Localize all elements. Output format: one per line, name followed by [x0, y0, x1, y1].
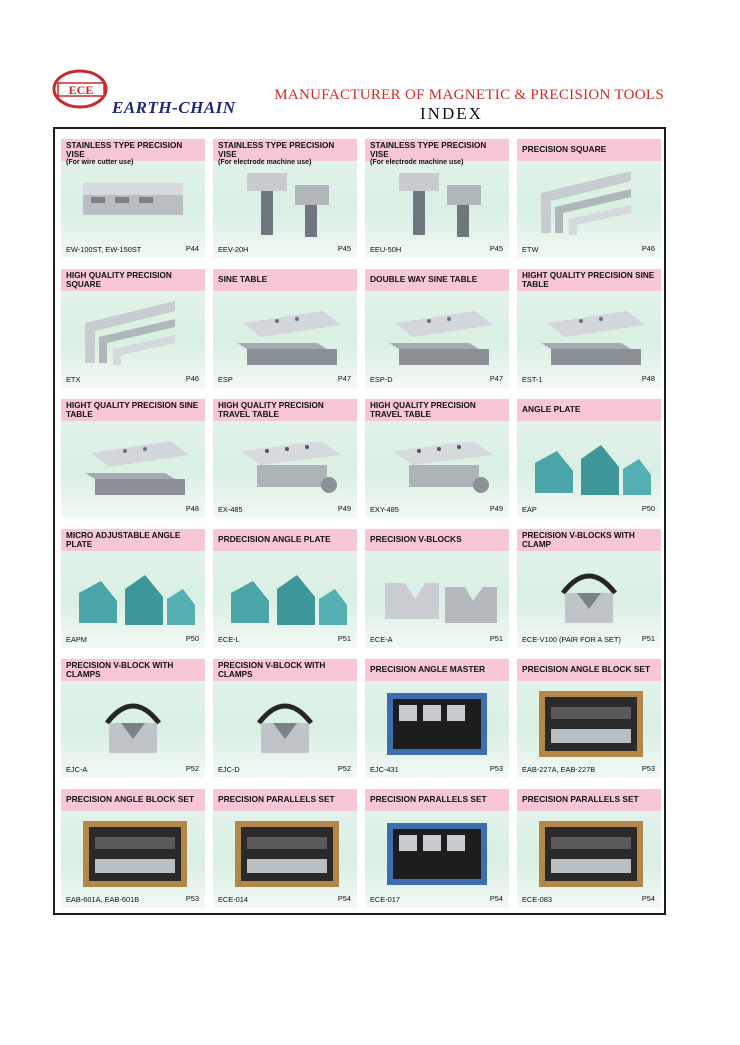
wood-case-icon	[217, 813, 353, 891]
product-code: ECE-L	[218, 635, 240, 644]
product-title	[517, 529, 661, 551]
square-icon	[521, 163, 657, 241]
page-number: P51	[337, 634, 351, 643]
page-number: P53	[489, 764, 503, 773]
page-number: P51	[641, 634, 655, 643]
product-title	[365, 789, 509, 811]
product-card	[517, 659, 661, 778]
travel-table-icon	[217, 423, 353, 501]
product-title	[61, 789, 205, 811]
case-set-icon	[369, 683, 505, 761]
product-subtitle: (For wire cutter use)	[66, 159, 134, 167]
wood-case-icon	[521, 813, 657, 891]
product-index-frame	[53, 127, 666, 915]
product-card	[61, 139, 205, 258]
product-card	[517, 399, 661, 518]
product-title	[365, 139, 509, 167]
page-number: P45	[337, 244, 351, 253]
product-title-text: HIGHT QUALITY PRECISION SINE TABLE	[66, 401, 199, 419]
svg-text:ECE: ECE	[68, 83, 94, 97]
product-card	[365, 399, 509, 518]
product-card	[365, 529, 509, 648]
product-title-text: PRECISION PARALLELS SET	[522, 794, 639, 804]
page-number: P46	[641, 244, 655, 253]
product-code: EAB-227A, EAB-227B	[522, 765, 596, 774]
product-code: EAPM	[66, 635, 87, 644]
product-code: EJC-431	[370, 765, 399, 774]
product-card	[517, 269, 661, 388]
product-title-text: ANGLE PLATE	[522, 404, 581, 414]
product-card	[365, 789, 509, 908]
page-number: P50	[641, 504, 655, 513]
product-code: EEU-50H	[370, 245, 402, 254]
page-number: P45	[489, 244, 503, 253]
product-title	[517, 789, 661, 811]
wood-case-icon	[521, 683, 657, 761]
v-block-clamp-icon	[217, 683, 353, 761]
product-title	[213, 789, 357, 811]
product-title	[517, 269, 661, 291]
v-block-clamp-icon	[65, 683, 201, 761]
product-title	[213, 659, 357, 681]
product-card	[61, 789, 205, 908]
product-code: EX-485	[218, 505, 243, 514]
page-number: P53	[185, 894, 199, 903]
product-title-text: PRECISION V-BLOCK WITH CLAMPS	[218, 661, 326, 679]
page-number: P49	[337, 504, 351, 513]
product-code: EAB-601A, EAB-601B	[66, 895, 140, 904]
product-grid	[61, 139, 661, 908]
product-title-text: HIGH QUALITY PRECISION TRAVEL TABLE	[370, 401, 476, 419]
product-title-text: PRECISION PARALLELS SET	[370, 794, 487, 804]
product-title-text: STAINLESS TYPE PRECISION VISE	[218, 141, 335, 159]
product-card	[213, 269, 357, 388]
product-card	[517, 139, 661, 258]
tagline: MANUFACTURER OF MAGNETIC & PRECISION TOOLS	[274, 87, 664, 103]
product-code: EJC-A	[66, 765, 88, 774]
case-set-icon	[369, 813, 505, 891]
product-title	[61, 269, 205, 291]
product-code: EXY-485	[370, 505, 399, 514]
square-icon	[65, 293, 201, 371]
electrode-vise-icon	[217, 163, 353, 241]
product-code: ECE-014	[218, 895, 248, 904]
sine-table-icon	[217, 293, 353, 371]
product-title	[517, 659, 661, 681]
product-card	[61, 399, 205, 518]
product-card	[61, 659, 205, 778]
v-block-icon	[369, 553, 505, 631]
product-code: EEV-20H	[218, 245, 249, 254]
product-title-text: PRECISION V-BLOCKS	[370, 534, 462, 544]
sine-table-icon	[521, 293, 657, 371]
product-title-text: PRECISION SQUARE	[522, 144, 607, 154]
travel-table-icon	[369, 423, 505, 501]
product-code: EAP	[522, 505, 537, 514]
product-card	[213, 789, 357, 908]
product-code: ECE-V100 (PAIR FOR A SET)	[522, 635, 621, 644]
product-code: ECE-083	[522, 895, 552, 904]
sine-table-icon	[65, 423, 201, 501]
product-code: ETX	[66, 375, 81, 384]
angle-plate-icon	[65, 553, 201, 631]
product-title	[365, 269, 509, 291]
product-card	[517, 789, 661, 908]
product-title-text: PRECISION ANGLE BLOCK SET	[66, 794, 195, 804]
wood-case-icon	[65, 813, 201, 891]
angle-plate-icon	[521, 423, 657, 501]
product-code: ESP-D	[370, 375, 393, 384]
product-title-text: PRECISION ANGLE MASTER	[370, 664, 486, 674]
product-code: EJC-D	[218, 765, 240, 774]
product-title-text: PRECISION PARALLELS SET	[218, 794, 335, 804]
product-card	[213, 139, 357, 258]
page-number: P50	[185, 634, 199, 643]
product-title-text: PRECISION V-BLOCKS WITH CLAMP	[522, 531, 635, 549]
product-title-text: MICRO ADJUSTABLE ANGLE PLATE	[66, 531, 181, 549]
product-card	[213, 399, 357, 518]
product-title-text: STAINLESS TYPE PRECISION VISE	[66, 141, 183, 159]
product-title	[61, 659, 205, 681]
product-title	[213, 269, 357, 291]
page-number: P54	[641, 894, 655, 903]
page-number: P47	[489, 374, 503, 383]
index-title: INDEX	[420, 104, 483, 123]
angle-plate-icon	[217, 553, 353, 631]
product-title	[213, 529, 357, 551]
page-number: P52	[185, 764, 199, 773]
vise-icon	[65, 163, 201, 241]
page-number: P47	[337, 374, 351, 383]
product-title	[61, 399, 205, 421]
product-title	[61, 529, 205, 551]
product-card	[61, 269, 205, 388]
product-subtitle: (For electrode machine use)	[218, 159, 312, 167]
page-number: P53	[641, 764, 655, 773]
product-title	[517, 399, 661, 421]
page-number: P54	[337, 894, 351, 903]
product-title	[517, 139, 661, 161]
product-title-text: PRECISION ANGLE BLOCK SET	[522, 664, 651, 674]
page-number: P54	[489, 894, 503, 903]
header	[0, 0, 740, 130]
product-card	[365, 659, 509, 778]
product-title	[365, 659, 509, 681]
page-number: P48	[641, 374, 655, 383]
product-title-text: DOUBLE WAY SINE TABLE	[370, 274, 478, 284]
product-card	[365, 139, 509, 258]
electrode-vise-icon	[369, 163, 505, 241]
product-title-text: PRDECISION ANGLE PLATE	[218, 534, 331, 544]
product-code: ECE-A	[370, 635, 393, 644]
page-number: P46	[185, 374, 199, 383]
product-title	[365, 399, 509, 421]
brand-name: EARTH-CHAIN	[112, 98, 236, 117]
product-title-text: SINE TABLE	[218, 274, 268, 284]
product-card	[213, 529, 357, 648]
product-title	[213, 399, 357, 421]
product-card	[61, 529, 205, 648]
page-number: P51	[489, 634, 503, 643]
product-card	[517, 529, 661, 648]
product-card	[365, 269, 509, 388]
product-title	[61, 139, 205, 167]
ece-logo	[50, 68, 114, 110]
product-code: ETW	[522, 245, 539, 254]
product-title	[365, 529, 509, 551]
v-block-clamp-icon	[521, 553, 657, 631]
product-code: EST-1	[522, 375, 543, 384]
product-title-text: HIGH QUALITY PRECISION TRAVEL TABLE	[218, 401, 324, 419]
product-card	[213, 659, 357, 778]
page-number: P49	[489, 504, 503, 513]
product-subtitle: (For electrode machine use)	[370, 159, 464, 167]
sine-table-icon	[369, 293, 505, 371]
product-title	[213, 139, 357, 167]
product-code: EW-100ST, EW-150ST	[66, 245, 142, 254]
product-title-text: PRECISION V-BLOCK WITH CLAMPS	[66, 661, 174, 679]
product-code: ESP	[218, 375, 233, 384]
product-title-text: STAINLESS TYPE PRECISION VISE	[370, 141, 487, 159]
page-number: P44	[185, 244, 199, 253]
page-number: P52	[337, 764, 351, 773]
product-code: ECE-017	[370, 895, 400, 904]
page-number: P48	[185, 504, 199, 513]
product-title-text: HIGH QUALITY PRECISION SQUARE	[66, 271, 172, 289]
product-title-text: HIGHT QUALITY PRECISION SINE TABLE	[522, 271, 655, 289]
